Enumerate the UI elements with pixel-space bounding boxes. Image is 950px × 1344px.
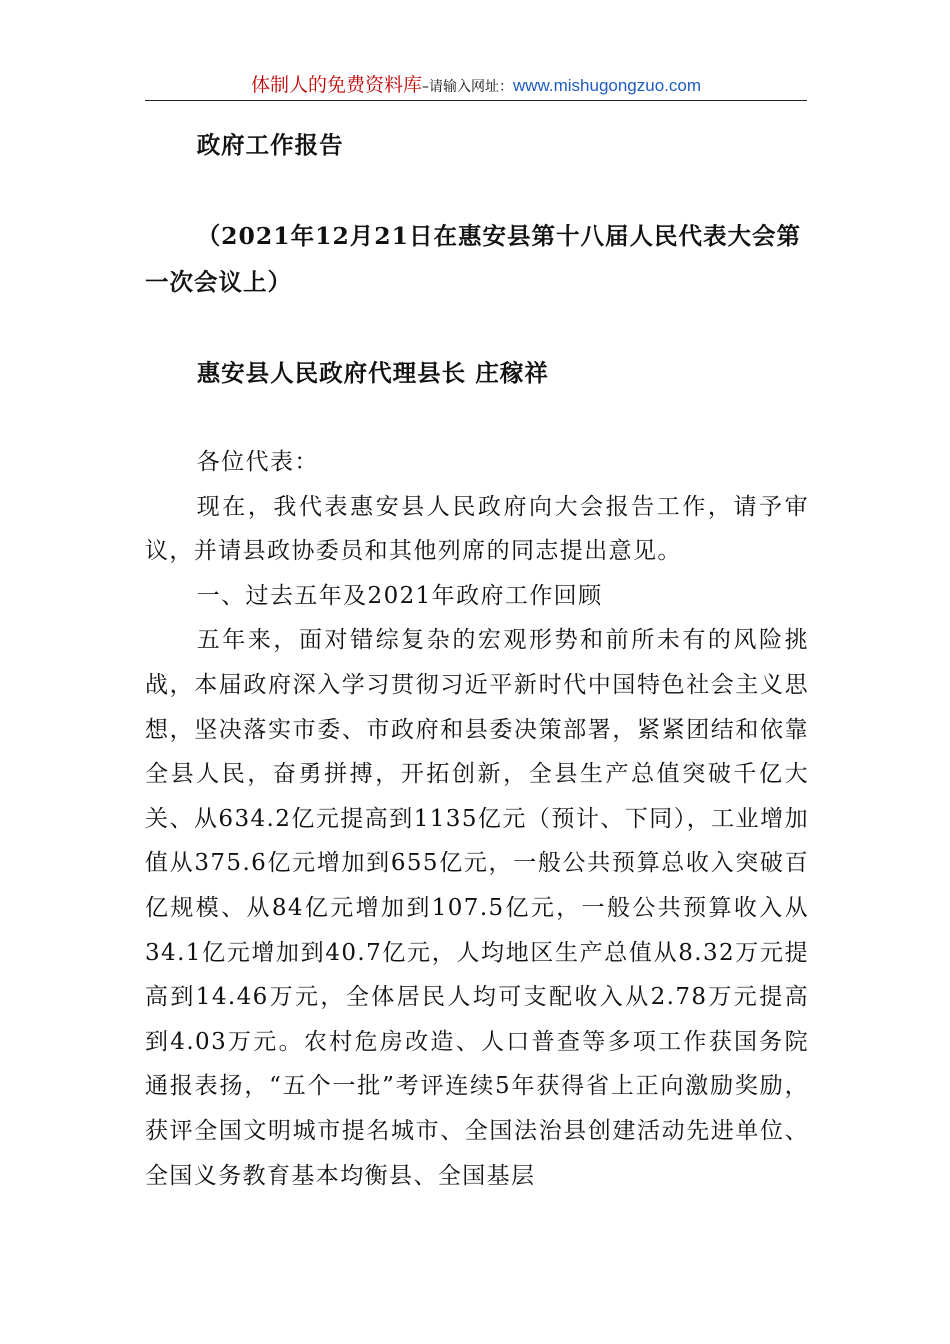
spacer xyxy=(145,396,809,440)
document-title: 政府工作报告 xyxy=(196,131,344,159)
page-header xyxy=(145,70,807,101)
spacer xyxy=(145,168,809,213)
salutation: 各位代表： xyxy=(196,449,319,475)
site-url-link[interactable]: www.mishugongzuo.com xyxy=(512,76,702,95)
meeting-occasion: （2021年12月21日在惠安县第十八届人民代表大会第一次会议上） xyxy=(145,222,801,296)
speaker-line: 惠安县人民政府代理县长 庄稼祥 xyxy=(196,359,549,387)
site-brand: 体制人的免费资料库 xyxy=(250,74,422,96)
intro-paragraph: 现在，我代表惠安县人民政府向大会报告工作，请予审议，并请县政协委员和其他列席的同志提出意见。 xyxy=(145,493,809,565)
url-prompt: –请输入网址： xyxy=(421,79,513,95)
spacer xyxy=(145,305,809,350)
body-paragraph: 五年来，面对错综复杂的宏观形势和前所未有的风险挑战，本届政府深入学习贯彻习近平新时代中国特色社会主义思想，坚决落实市委、市政府和县委决策部署，紧紧团结和依靠全县人民，奋勇拼搏，开拓创新，全县生产总值突破千亿大关、从634.2亿元提高到1135亿元（预计、下同），工业增加值从375.6亿元增加到655亿元，一般公共预算总收入突破百亿规模、从84亿元增加到107.5亿元，一般公共预算收入从34.1亿元增加到40.7亿元，人均地区生产总值从8.32万元提高到14.46万元，全体居民人均可支配收入从2.78万元提高到4.03万元。农村危房改造、人口普查等多项工作获国务院通报表扬，“五个一批”考评连续5年获得省上正向激励奖励，获评全国文明城市提名城市、全国法治县创建活动先进单位、全国义务教育基本均衡县、全国基层 xyxy=(145,627,809,1189)
section-heading: 一、过去五年及2021年政府工作回顾 xyxy=(196,582,603,609)
document-body xyxy=(145,122,809,1198)
